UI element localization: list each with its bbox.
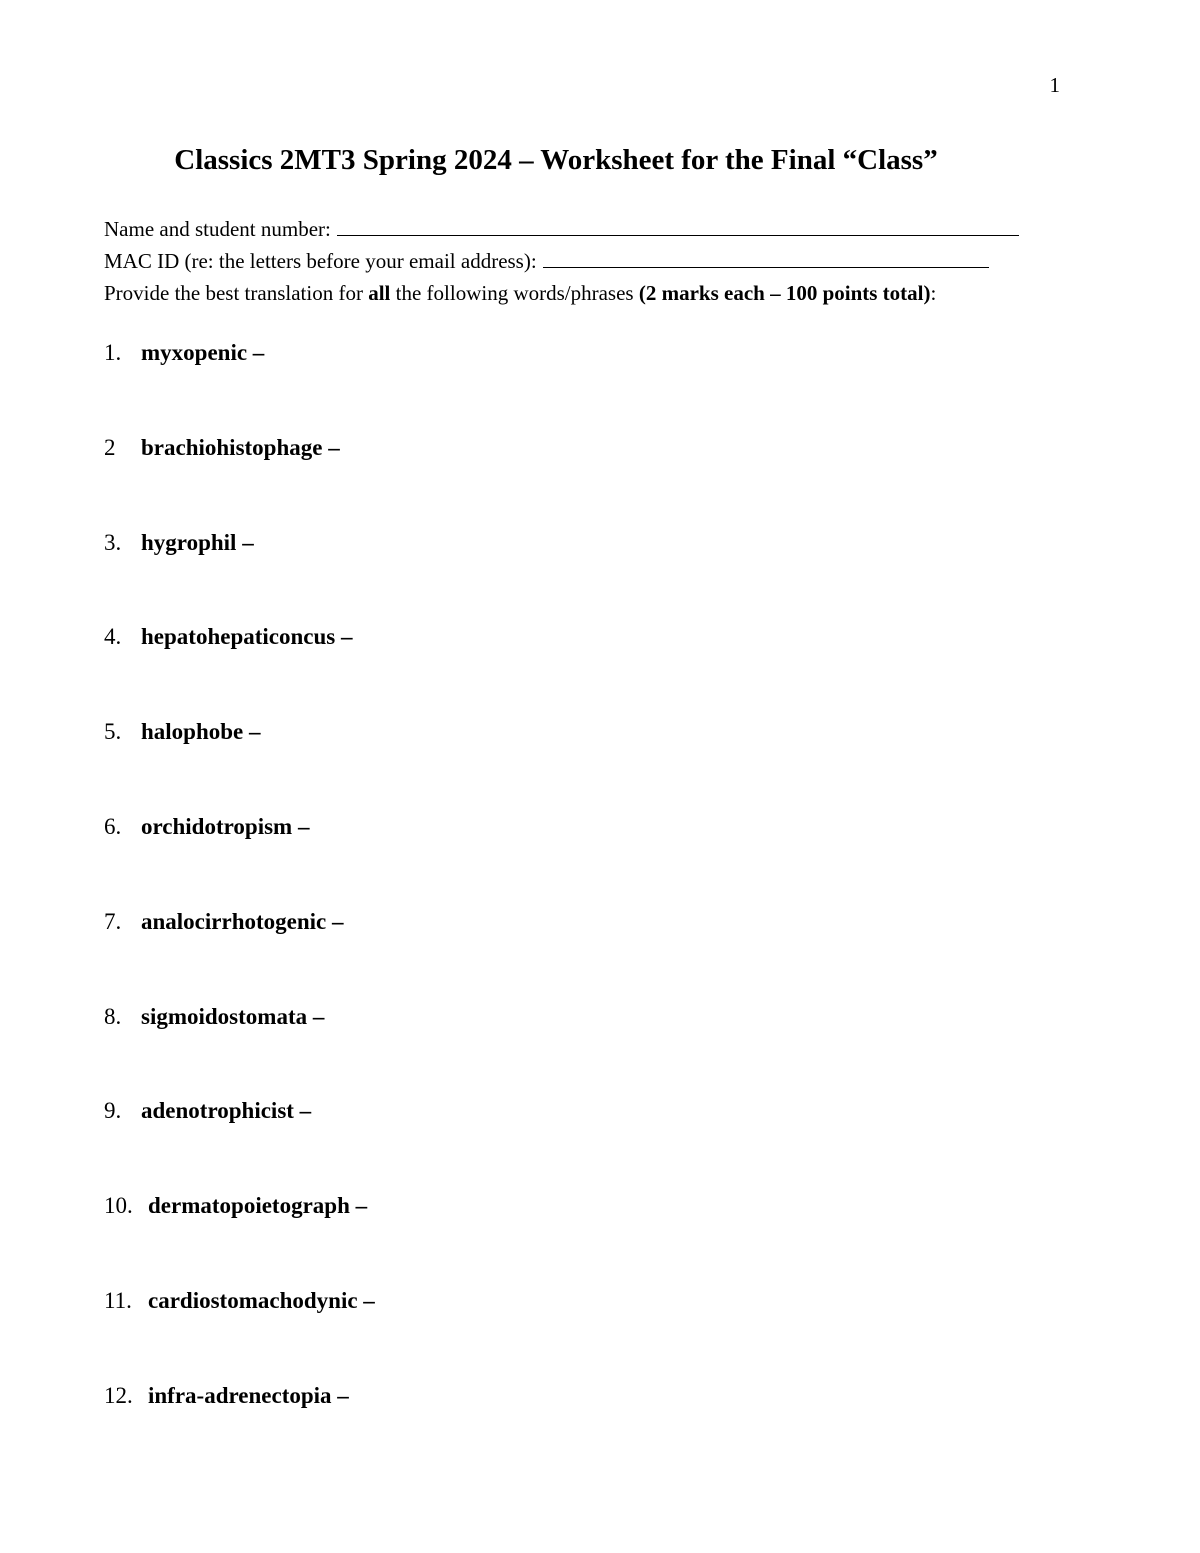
question-number: 7.	[104, 908, 122, 934]
question-item	[104, 622, 375, 717]
question-item	[104, 1381, 375, 1476]
question-number: 3.	[104, 529, 122, 555]
question-term: halophobe –	[141, 719, 261, 745]
instructions-emphasis-all: all	[368, 281, 391, 305]
question-term: myxopenic –	[141, 340, 265, 365]
question-item	[104, 717, 375, 812]
question-number: 12.	[104, 1382, 133, 1408]
name-field-line	[104, 215, 1019, 242]
question-item	[104, 528, 375, 623]
instructions-marks: (2 marks each – 100 points total)	[638, 281, 931, 305]
question-number: 8.	[104, 1003, 122, 1029]
question-item	[104, 1191, 375, 1286]
question-term: brachiohistophage –	[141, 434, 340, 460]
question-term: adenotrophicist –	[141, 1098, 312, 1124]
question-number: 1.	[104, 340, 122, 365]
instructions-text-1: Provide the best translation for	[104, 281, 369, 305]
question-term: hepatohepaticoncus –	[141, 624, 353, 650]
question-number: 6.	[104, 813, 122, 839]
mac-id-answer-blank[interactable]	[543, 247, 989, 268]
question-number: 5.	[104, 719, 122, 745]
question-item	[104, 338, 375, 433]
question-list	[104, 338, 375, 1476]
instructions-text-2: the following words/phrases	[390, 281, 639, 305]
name-answer-blank[interactable]	[337, 215, 1019, 236]
name-field-label: Name and student number:	[104, 217, 331, 241]
question-term: analocirrhotogenic –	[141, 908, 344, 934]
question-term: dermatopoietograph –	[148, 1193, 368, 1219]
instructions	[104, 280, 936, 306]
question-item	[104, 907, 375, 1002]
question-term: hygrophil –	[141, 529, 254, 555]
mac-id-field-line	[104, 247, 989, 274]
question-number: 2	[104, 434, 116, 460]
page-number: 1	[1049, 73, 1060, 97]
question-item	[104, 1096, 375, 1191]
question-item	[104, 812, 375, 907]
question-number: 10.	[104, 1193, 133, 1219]
question-term: cardiostomachodynic –	[148, 1287, 375, 1313]
question-number: 11.	[104, 1287, 132, 1313]
question-term: orchidotropism –	[141, 813, 310, 839]
question-number: 9.	[104, 1098, 122, 1124]
question-term: sigmoidostomata –	[141, 1003, 325, 1029]
question-item	[104, 1002, 375, 1097]
question-number: 4.	[104, 624, 122, 650]
question-item	[104, 1286, 375, 1381]
question-item	[104, 433, 375, 528]
instructions-text-3: :	[930, 281, 937, 305]
mac-id-field-label: MAC ID (re: the letters before your email address):	[104, 249, 537, 273]
worksheet-title: Classics 2MT3 Spring 2024 – Worksheet for the Final “Class”	[174, 144, 938, 176]
question-term: infra-adrenectopia –	[148, 1382, 349, 1408]
